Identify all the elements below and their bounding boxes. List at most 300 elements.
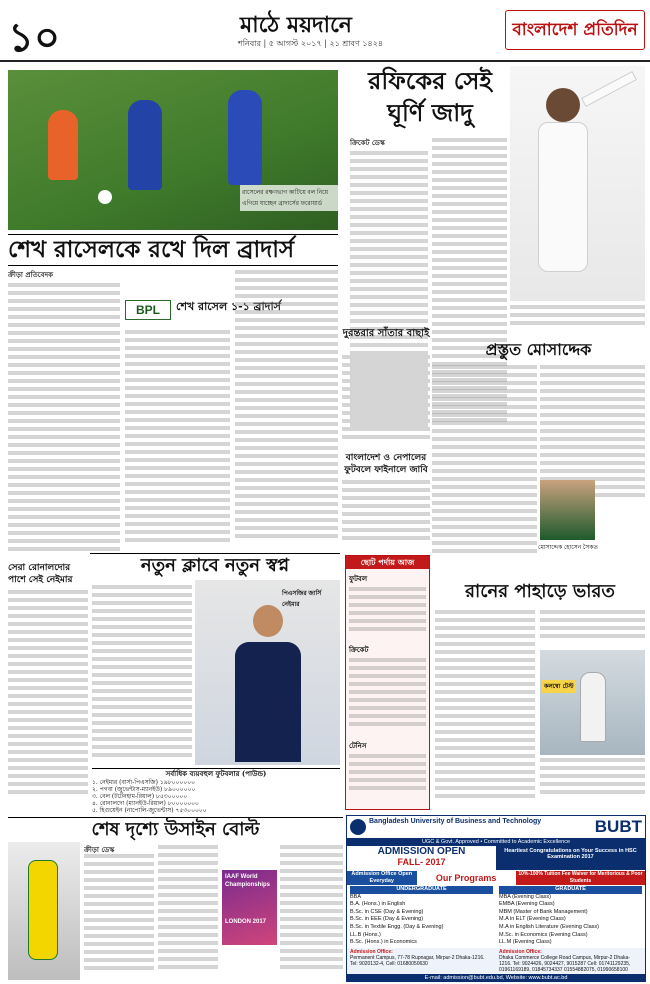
text-line <box>342 403 430 407</box>
text-line <box>432 274 507 278</box>
text-line <box>125 514 230 518</box>
text-line <box>349 778 426 782</box>
text-line <box>350 311 428 315</box>
text-line <box>92 713 192 717</box>
text-line <box>235 270 338 274</box>
admission-row <box>347 846 645 870</box>
text-line <box>8 726 88 730</box>
office1-title: Admission Office: <box>350 949 393 955</box>
text-line <box>8 710 88 714</box>
text-line <box>8 638 88 642</box>
text-line <box>435 682 535 686</box>
text-line <box>8 403 120 407</box>
text-line <box>432 421 537 425</box>
text-line <box>350 183 428 187</box>
bolt-byline: ক্রীড়া ডেস্ক <box>84 845 115 854</box>
office-row <box>347 870 645 886</box>
text-line <box>8 694 88 698</box>
text-line <box>349 595 426 599</box>
text-line <box>92 753 192 757</box>
text-line <box>435 666 535 670</box>
durjoy-headline: দুরন্তরার সাঁতার বাছাই <box>342 328 430 339</box>
text-line <box>8 758 88 762</box>
rafiq-photo <box>510 66 645 301</box>
text-line <box>158 853 218 857</box>
text-line <box>540 437 645 441</box>
text-line <box>84 862 154 866</box>
tv-item-text <box>346 585 429 640</box>
tv-item-cricket: ক্রিকেট <box>349 645 369 654</box>
text-line <box>432 162 507 166</box>
text-line <box>92 721 192 725</box>
photo-tag: কলম্বো টেস্ট <box>542 680 576 693</box>
text-line <box>432 282 507 286</box>
university-name: Bangladesh University of Business and Technology <box>369 818 542 825</box>
text-line <box>435 674 535 678</box>
text-line <box>432 186 507 190</box>
text-line <box>84 878 154 882</box>
text-line <box>540 429 645 433</box>
text-line <box>235 414 338 418</box>
text-line <box>8 395 120 399</box>
neymar-caption: পিএসজির জার্সি নেইমার <box>282 591 322 608</box>
transfer-row-3: ৩. বেল (টটেনহাম-রিয়াল) ৮৫৩০০০০০ <box>92 793 188 800</box>
bolt-body <box>28 860 58 960</box>
text-line <box>342 379 430 383</box>
text-line <box>84 910 154 914</box>
office-open: Admission Office Open Everyday <box>347 871 417 885</box>
text-line <box>435 634 535 638</box>
office-address-row <box>347 948 645 974</box>
text-line <box>350 295 428 299</box>
text-line <box>432 445 537 449</box>
text-line <box>432 138 507 142</box>
text-line <box>125 338 230 342</box>
text-line <box>280 941 343 945</box>
text-line <box>8 475 120 479</box>
newspaper-logo: বাংলাদেশ প্রতিদিন <box>505 10 645 50</box>
fee-waiver: 10%-100% Tuition Fee Waiver for Meritorious & Poor Students <box>516 871 645 885</box>
player-body <box>538 122 588 272</box>
office1 <box>347 948 496 974</box>
page-number: ১০ <box>8 14 60 61</box>
text-line <box>8 315 120 319</box>
text-line <box>158 909 218 913</box>
neymar-head <box>253 605 283 637</box>
text-line <box>432 170 507 174</box>
text-line <box>432 330 507 334</box>
text-line <box>235 454 338 458</box>
player-blue <box>128 100 162 190</box>
text-line <box>350 167 428 171</box>
text-line <box>432 485 537 489</box>
text-line <box>350 271 428 275</box>
text-line <box>8 614 88 618</box>
text-line <box>8 598 88 602</box>
text-line <box>349 770 426 774</box>
text-line <box>435 698 535 702</box>
bolt-body-col2 <box>158 845 218 980</box>
text-line <box>342 411 430 415</box>
text-line <box>125 410 230 414</box>
text-line <box>8 702 88 706</box>
text-line <box>125 362 230 366</box>
text-line <box>435 738 535 742</box>
india-body-col2 <box>540 610 645 650</box>
text-line <box>432 226 507 230</box>
text-line <box>435 650 535 654</box>
text-line <box>342 512 430 516</box>
text-line <box>432 437 537 441</box>
text-line <box>125 458 230 462</box>
text-line <box>235 326 338 330</box>
text-line <box>8 782 88 786</box>
brand-logo: BUBT <box>594 817 642 836</box>
text-line <box>432 413 537 417</box>
advert-footer: E-mail: admission@bubt.edu.bd, Website: www.bubt.ac.bd <box>347 974 645 982</box>
text-line <box>84 886 154 890</box>
transfer-table <box>92 768 340 813</box>
text-line <box>125 506 230 510</box>
text-line <box>125 442 230 446</box>
text-line <box>158 877 218 881</box>
text-line <box>125 378 230 382</box>
text-line <box>350 215 428 219</box>
text-line <box>84 934 154 938</box>
gr-item: M.A in ELT (Evening Class) <box>499 916 566 923</box>
section-title: মাঠে ময়দানে <box>240 12 352 38</box>
text-line <box>125 538 230 542</box>
gr-item: EMBA (Evening Class) <box>499 901 555 908</box>
mosaddek-body-col1 <box>432 365 537 565</box>
text-line <box>540 413 645 417</box>
text-line <box>235 366 338 370</box>
text-line <box>350 263 428 267</box>
bolt-body-col3 <box>280 845 343 980</box>
advert-header <box>347 816 645 838</box>
text-line <box>8 307 120 311</box>
text-line <box>8 339 120 343</box>
text-line <box>92 585 192 589</box>
text-line <box>540 790 645 794</box>
text-line <box>349 786 426 790</box>
text-line <box>8 622 88 626</box>
text-line <box>84 854 154 858</box>
ug-item: B.Sc. in Textile Engg. (Day & Evening) <box>350 923 444 930</box>
text-line <box>350 223 428 227</box>
text-line <box>8 459 120 463</box>
text-line <box>8 387 120 391</box>
text-line <box>8 515 120 519</box>
text-line <box>432 258 507 262</box>
gr-item: M.A in English Literature (Evening Class) <box>499 923 599 930</box>
text-line <box>92 633 192 637</box>
text-line <box>235 334 338 338</box>
text-line <box>92 609 192 613</box>
text-line <box>350 255 428 259</box>
transfer-row-1: ১. নেইমার (বার্সা-পিএসজি) ১৯৮০০০০০০ <box>92 779 196 786</box>
text-line <box>125 418 230 422</box>
text-line <box>350 151 428 155</box>
tv-item-text <box>346 752 429 802</box>
bolt-photo <box>8 842 80 980</box>
transfer-row-4: ৪. রোনালদো (ম্যানইউ-রিয়াল) ৮০০০০০০০ <box>92 800 199 807</box>
text-line <box>92 673 192 677</box>
ronaldo-body <box>8 590 88 805</box>
text-line <box>432 202 507 206</box>
text-line <box>235 446 338 450</box>
player-blue-2 <box>228 90 262 185</box>
text-line <box>342 520 430 524</box>
text-line <box>432 397 537 401</box>
gr-item: M.Sc. in Economics (Evening Class) <box>499 931 588 938</box>
text-line <box>435 722 535 726</box>
mosaddek-caption: মোসাদ্দেক হোসেন সৈকত <box>538 545 598 551</box>
wc-city: LONDON 2017 <box>225 919 267 925</box>
text-line <box>432 549 537 553</box>
text-line <box>125 346 230 350</box>
text-line <box>235 398 338 402</box>
text-line <box>92 601 192 605</box>
rasel-body-col3 <box>235 270 338 560</box>
text-line <box>342 419 430 423</box>
neymar-headline: নতুন ক্লাবে নতুন স্বপ্ন <box>90 553 340 578</box>
text-line <box>435 754 535 758</box>
text-line <box>350 199 428 203</box>
text-line <box>235 350 338 354</box>
text-line <box>125 370 230 374</box>
text-line <box>342 363 430 367</box>
text-line <box>280 901 343 905</box>
masthead <box>0 0 650 62</box>
text-line <box>8 427 120 431</box>
text-line <box>235 478 338 482</box>
ug-item: B.Sc. in CSE (Day & Evening) <box>350 908 424 915</box>
text-line <box>540 445 645 449</box>
text-line <box>280 845 343 849</box>
text-line <box>540 405 645 409</box>
text-line <box>158 957 218 961</box>
office2-title: Admission Office: <box>499 949 542 955</box>
text-line <box>158 885 218 889</box>
text-line <box>432 461 537 465</box>
ug-item: B.A. (Hons.) in English <box>350 901 406 908</box>
text-line <box>349 706 426 710</box>
text-line <box>540 618 645 622</box>
gr-item: MBM (Master of Bank Management) <box>499 908 588 915</box>
text-line <box>125 498 230 502</box>
office1-address: Permanent Campus, 77-78 Rupnagar, Mirpur-2 Dhaka-1216. Tel: 9020132-4, Cell: 01680050630 <box>350 955 485 967</box>
text-line <box>432 266 507 270</box>
text-line <box>235 494 338 498</box>
text-line <box>350 343 428 347</box>
text-line <box>435 794 535 798</box>
text-line <box>158 869 218 873</box>
text-line <box>349 587 426 591</box>
transfer-row-2: ২. পগবা (জুভেন্টাস-ম্যানইউ) ৮৯০০০০০০ <box>92 786 196 793</box>
ug-item: BBA <box>350 893 362 900</box>
text-line <box>158 949 218 953</box>
text-line <box>92 625 192 629</box>
text-line <box>540 365 645 369</box>
text-line <box>349 714 426 718</box>
admission-box <box>347 846 496 870</box>
text-line <box>350 159 428 163</box>
text-line <box>280 917 343 921</box>
text-line <box>342 435 430 439</box>
text-line <box>8 467 120 471</box>
text-line <box>8 371 120 375</box>
text-line <box>435 706 535 710</box>
text-line <box>349 690 426 694</box>
text-line <box>540 461 645 465</box>
text-line <box>540 626 645 630</box>
text-line <box>350 191 428 195</box>
text-line <box>350 287 428 291</box>
text-line <box>8 590 88 594</box>
text-line <box>235 406 338 410</box>
text-line <box>84 926 154 930</box>
text-line <box>8 443 120 447</box>
text-line <box>432 242 507 246</box>
text-line <box>84 942 154 946</box>
text-line <box>435 618 535 622</box>
text-line <box>342 395 430 399</box>
text-line <box>8 379 120 383</box>
text-line <box>235 302 338 306</box>
text-line <box>342 387 430 391</box>
rafiq-headline-2: ঘূর্ণি জাদু <box>387 98 473 127</box>
wc-logo <box>222 870 277 945</box>
programs-row <box>347 886 645 948</box>
text-line <box>540 610 645 614</box>
scorebox: শেখ রাসেল ১-১ ব্রাদার্স <box>176 300 281 313</box>
text-line <box>158 893 218 897</box>
text-line <box>8 686 88 690</box>
player-orange <box>48 110 78 180</box>
text-line <box>235 382 338 386</box>
bpl-text: BPL <box>136 303 160 317</box>
text-line <box>342 371 430 375</box>
rasel-byline: ক্রীড়া প্রতিবেদক <box>8 270 54 279</box>
text-line <box>510 321 645 325</box>
text-line <box>432 290 507 294</box>
text-line <box>435 730 535 734</box>
text-line <box>432 194 507 198</box>
text-line <box>8 363 120 367</box>
text-line <box>235 374 338 378</box>
text-line <box>8 742 88 746</box>
gr-title: GRADUATE <box>499 886 642 894</box>
text-line <box>435 626 535 630</box>
text-line <box>8 750 88 754</box>
text-line <box>158 965 218 969</box>
text-line <box>92 657 192 661</box>
text-line <box>125 490 230 494</box>
text-line <box>8 678 88 682</box>
ug-title: UNDERGRADUATE <box>350 886 493 894</box>
text-line <box>235 470 338 474</box>
text-line <box>84 918 154 922</box>
text-line <box>280 893 343 897</box>
text-line <box>349 762 426 766</box>
text-line <box>235 310 338 314</box>
text-line <box>92 681 192 685</box>
text-line <box>342 504 430 508</box>
office2-address: Dhaka Commerce College Road Campus, Mirpur-2 Dhaka-1216. Tel: 9024426, 9024427, 9015287 Cell: 01741129235, 01961169189, 01845734337 01554882075, 01990658100 <box>499 955 631 973</box>
admission-open: ADMISSION OPEN <box>377 846 466 857</box>
tv-item-text <box>346 656 429 736</box>
text-line <box>540 774 645 778</box>
text-line <box>8 670 88 674</box>
rasel-headline: শেখ রাসেলকে রখে দিল ব্রাদার্স <box>8 234 338 266</box>
text-line <box>432 509 537 513</box>
text-line <box>125 482 230 486</box>
text-line <box>435 714 535 718</box>
text-line <box>158 861 218 865</box>
text-line <box>435 786 535 790</box>
text-line <box>510 313 645 317</box>
rasel-body-col1 <box>8 270 120 560</box>
mosaddek-photo <box>540 480 595 540</box>
text-line <box>540 373 645 377</box>
text-line <box>84 870 154 874</box>
text-line <box>435 746 535 750</box>
text-line <box>8 491 120 495</box>
text-line <box>280 909 343 913</box>
text-line <box>235 422 338 426</box>
text-line <box>540 758 645 762</box>
text-line <box>432 365 537 369</box>
text-line <box>350 175 428 179</box>
text-line <box>432 501 537 505</box>
text-line <box>432 381 537 385</box>
neymar-jersey <box>235 642 301 762</box>
text-line <box>280 965 343 969</box>
bolt-body-col1 <box>84 845 154 980</box>
text-line <box>349 754 426 758</box>
text-line <box>435 762 535 766</box>
transfer-row-5: ৫. হিগুয়েইন (নাপোলি-জুভেন্টাস) ৭৫৩০০০০০ <box>92 807 207 814</box>
ug-col <box>347 886 496 948</box>
text-line <box>235 510 338 514</box>
text-line <box>349 674 426 678</box>
text-line <box>432 298 507 302</box>
text-line <box>280 933 343 937</box>
dateline: শনিবার | ৫ আগস্ট ২০১৭ | ২১ শ্রাবণ ১৪২৪ <box>238 39 384 48</box>
text-line <box>235 430 338 434</box>
text-line <box>540 397 645 401</box>
tagline: UGC & Govt. Approved • Committed to Academic Excellence <box>347 838 645 846</box>
player-arm <box>581 71 637 107</box>
text-line <box>435 778 535 782</box>
text-line <box>84 894 154 898</box>
final-headline: বাংলাদেশ ও নেপালের ফুটবলে ফাইনালে জাবি <box>344 453 428 475</box>
text-line <box>280 869 343 873</box>
rafiq-byline: ক্রিকেট ডেস্ক <box>350 138 385 147</box>
text-line <box>432 373 537 377</box>
text-line <box>84 950 154 954</box>
text-line <box>8 523 120 527</box>
text-line <box>92 745 192 749</box>
text-line <box>435 658 535 662</box>
text-line <box>8 283 120 287</box>
ball <box>98 190 112 204</box>
text-line <box>8 451 120 455</box>
text-line <box>235 390 338 394</box>
text-line <box>8 718 88 722</box>
text-line <box>8 662 88 666</box>
